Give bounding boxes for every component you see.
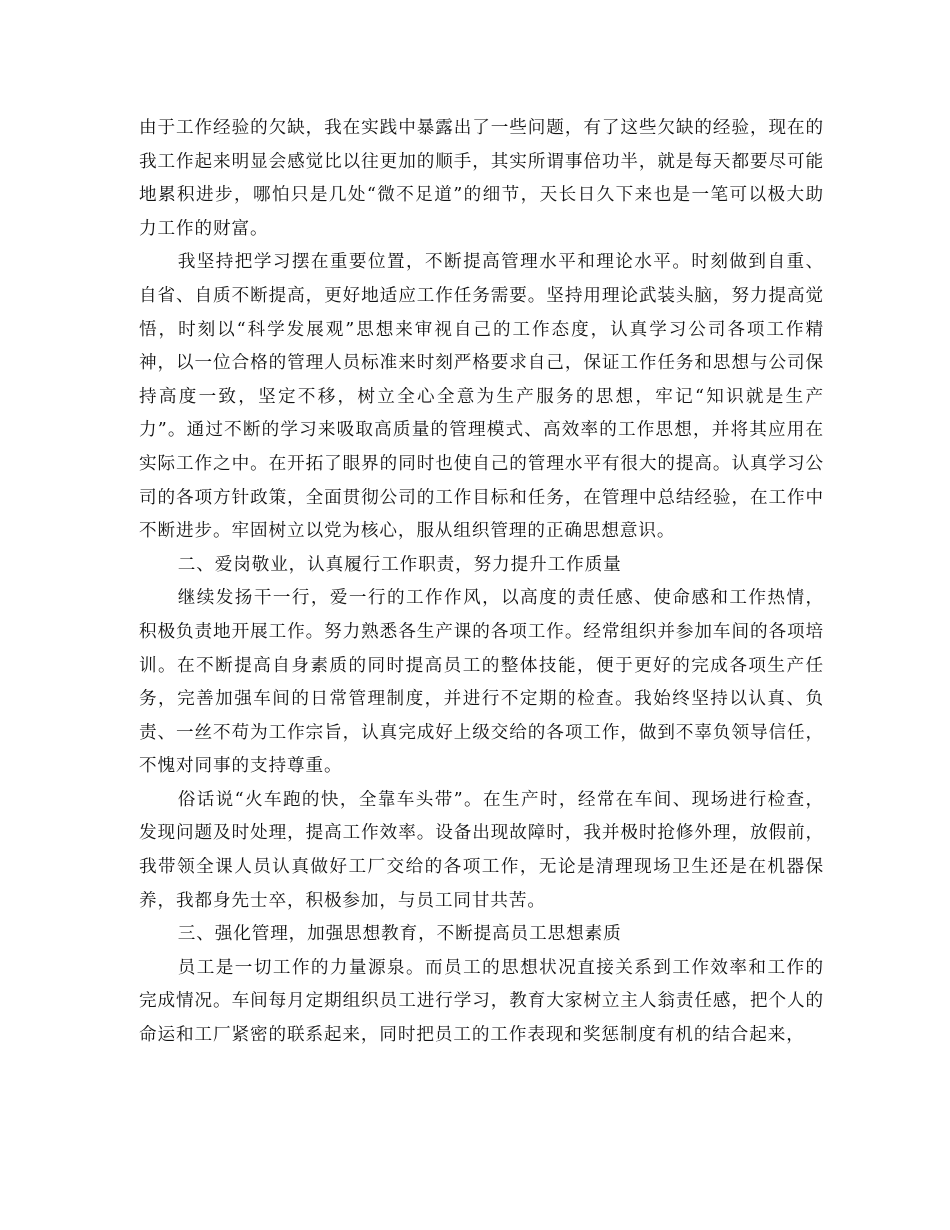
document-body	[139, 112, 824, 1053]
paragraph-1: 由于工作经验的欠缺，我在实践中暴露出了一些问题，有了这些欠缺的经验，现在的我工作起来明显会感觉比以往更加的顺手，其实所谓事倍功半，就是每天都要尽可能地累积进步，哪怕只是几处“微不足道”的细节，天长日久下来也是一笔可以极大助力工作的财富。	[139, 118, 824, 239]
section-heading-2: 二、爱岗敬业，认真履行工作职责，努力提升工作质量	[177, 554, 622, 575]
paragraph-3: 继续发扬干一行，爱一行的工作作风，以高度的责任感、使命感和工作热情，积极负责地开展工作。努力熟悉各生产课的各项工作。经常组织并参加车间的各项培训。在不断提高自身素质的同时提高员工的整体技能，便于更好的完成各项生产任务，完善加强车间的日常管理制度，并进行不定期的检查。我始终坚持以认真、负责、一丝不苟为工作宗旨，认真完成好上级交给的各项工作，做到不辜负领导信任，不愧对同事的支持尊重。	[139, 588, 824, 777]
paragraph-4: 俗话说“火车跑的快，全靠车头带”。在生产时，经常在车间、现场进行检查，发现问题及时处理，提高工作效率。设备出现故障时，我并极时抢修外理，放假前，我带领全课人员认真做好工厂交给的各项工作，无论是清理现场卫生还是在机器保养，我都身先士卒，积极参加，与员工同甘共苦。	[139, 789, 824, 911]
section-heading-3: 三、强化管理，加强思想教育，不断提高员工思想素质	[177, 924, 622, 945]
paragraph-2: 我坚持把学习摆在重要位置，不断提高管理水平和理论水平。时刻做到自重、自省、自质不断提高，更好地适应工作任务需要。坚持用理论武装头脑，努力提高觉悟，时刻以“科学发展观”思想来审视自己的工作态度，认真学习公司各项工作精神，以一位合格的管理人员标准来时刻严格要求自己，保证工作任务和思想与公司保持高度一致，坚定不移，树立全心全意为生产服务的思想，牢记“知识就是生产力”。通过不断的学习来吸取高质量的管理模式、高效率的工作思想，并将其应用在实际工作之中。在开拓了眼界的同时也使自己的管理水平有很大的提高。认真学习公司的各项方针政策，全面贯彻公司的工作目标和任务，在管理中总结经验，在工作中不断进步。牢固树立以党为核心，服从组织管理的正确思想意识。	[139, 252, 824, 542]
paragraph-5: 员工是一切工作的力量源泉。而员工的思想状况直接关系到工作效率和工作的完成情况。车间每月定期组织员工进行学习，教育大家树立主人翁责任感，把个人的命运和工厂紧密的联系起来，同时把员工的工作表现和奖惩制度有机的结合起来，	[139, 957, 824, 1046]
